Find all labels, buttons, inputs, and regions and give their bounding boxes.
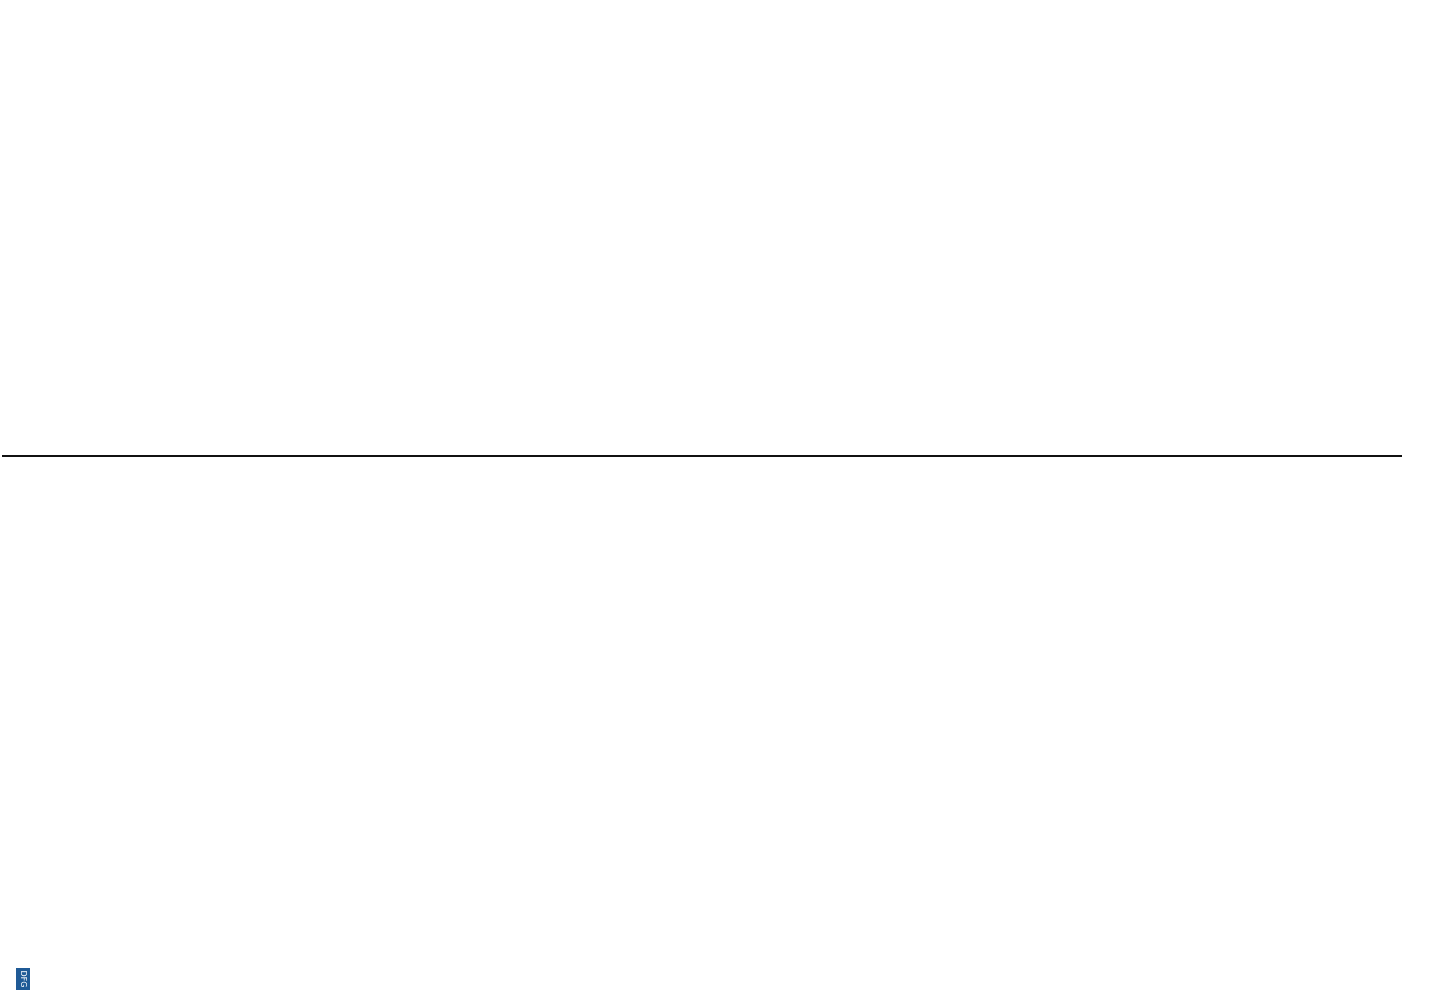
- dfg-logo-icon: DFG: [16, 968, 30, 990]
- text-column-right-bottom: [72, 525, 762, 955]
- text-column-left-top: [992, 55, 1387, 485]
- text-column-left-bottom: [82, 55, 902, 485]
- text-column-right-top: [1042, 475, 1387, 905]
